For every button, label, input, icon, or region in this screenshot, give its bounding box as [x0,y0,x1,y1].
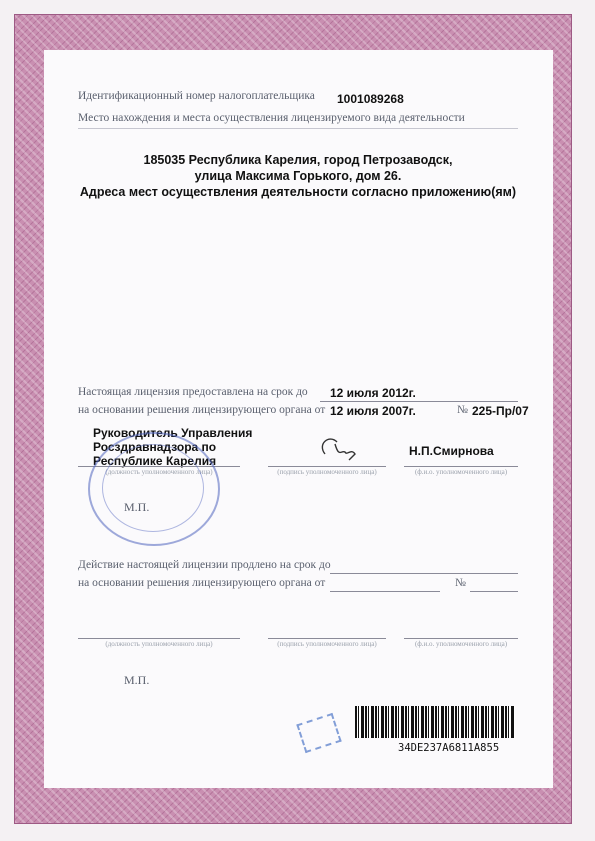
barcode-code: 34DE237A6811A855 [398,742,500,754]
caption-signature: (подпись уполномоченного лица) [277,468,377,476]
extension-position-rule [78,638,240,639]
location-label: Место нахождения и места осуществления лицензируемого вида деятельности [78,112,465,124]
extension-number-rule [470,591,518,592]
license-number-sign: № [457,404,468,416]
license-basis-date: 12 июля 2007г. [330,404,416,418]
signer-position-line-1: Руководитель Управления [93,426,253,440]
official-seal-inner-ring [102,444,204,532]
signer-position-line-2: Росздравнадзора по [93,440,217,454]
extension-signature-rule [268,638,386,639]
location-rule [78,128,518,129]
signer-name: Н.П.Смирнова [409,444,494,458]
tin-value: 1001089268 [337,92,404,106]
extension-seal-place-label: М.П. [124,673,150,687]
license-term-rule [320,401,518,402]
license-term-value: 12 июля 2012г. [330,386,416,400]
signer-position-line-3: Республике Карелия [93,454,217,468]
license-basis-label: на основании решения лицензирующего органа от [78,404,326,416]
extension-number-sign: № [455,577,466,589]
license-number-value: 225-Пр/07 [472,404,529,418]
address-line-3: Адреса мест осуществления деятельности согласно приложению(ям) [79,185,517,199]
extension-name-rule [404,638,518,639]
extension-caption-position: (должность уполномоченного лица) [105,640,213,648]
extension-term-label: Действие настоящей лицензии продлено на срок до [78,559,331,571]
caption-name: (ф.и.о. уполномоченного лица) [414,468,508,476]
seal-place-label: М.П. [124,500,150,514]
handwritten-signature [315,430,365,466]
license-term-label: Настоящая лицензия предоставлена на срок до [78,386,308,398]
extension-caption-name: (ф.и.о. уполномоченного лица) [414,640,508,648]
address-line-2: улица Максима Горького, дом 26. [194,169,402,183]
extension-basis-label: на основании решения лицензирующего органа от [78,577,326,589]
tin-label: Идентификационный номер налогоплательщика [78,90,315,102]
signature-rule [268,466,386,467]
extension-term-rule [330,573,518,574]
barcode-bars [355,706,515,738]
caption-position: (должность уполномоченного лица) [105,468,213,476]
address-line-1: 185035 Республика Карелия, город Петрозаводск, [143,153,453,167]
extension-basis-rule [330,591,440,592]
extension-caption-signature: (подпись уполномоченного лица) [277,640,377,648]
name-rule [404,466,518,467]
